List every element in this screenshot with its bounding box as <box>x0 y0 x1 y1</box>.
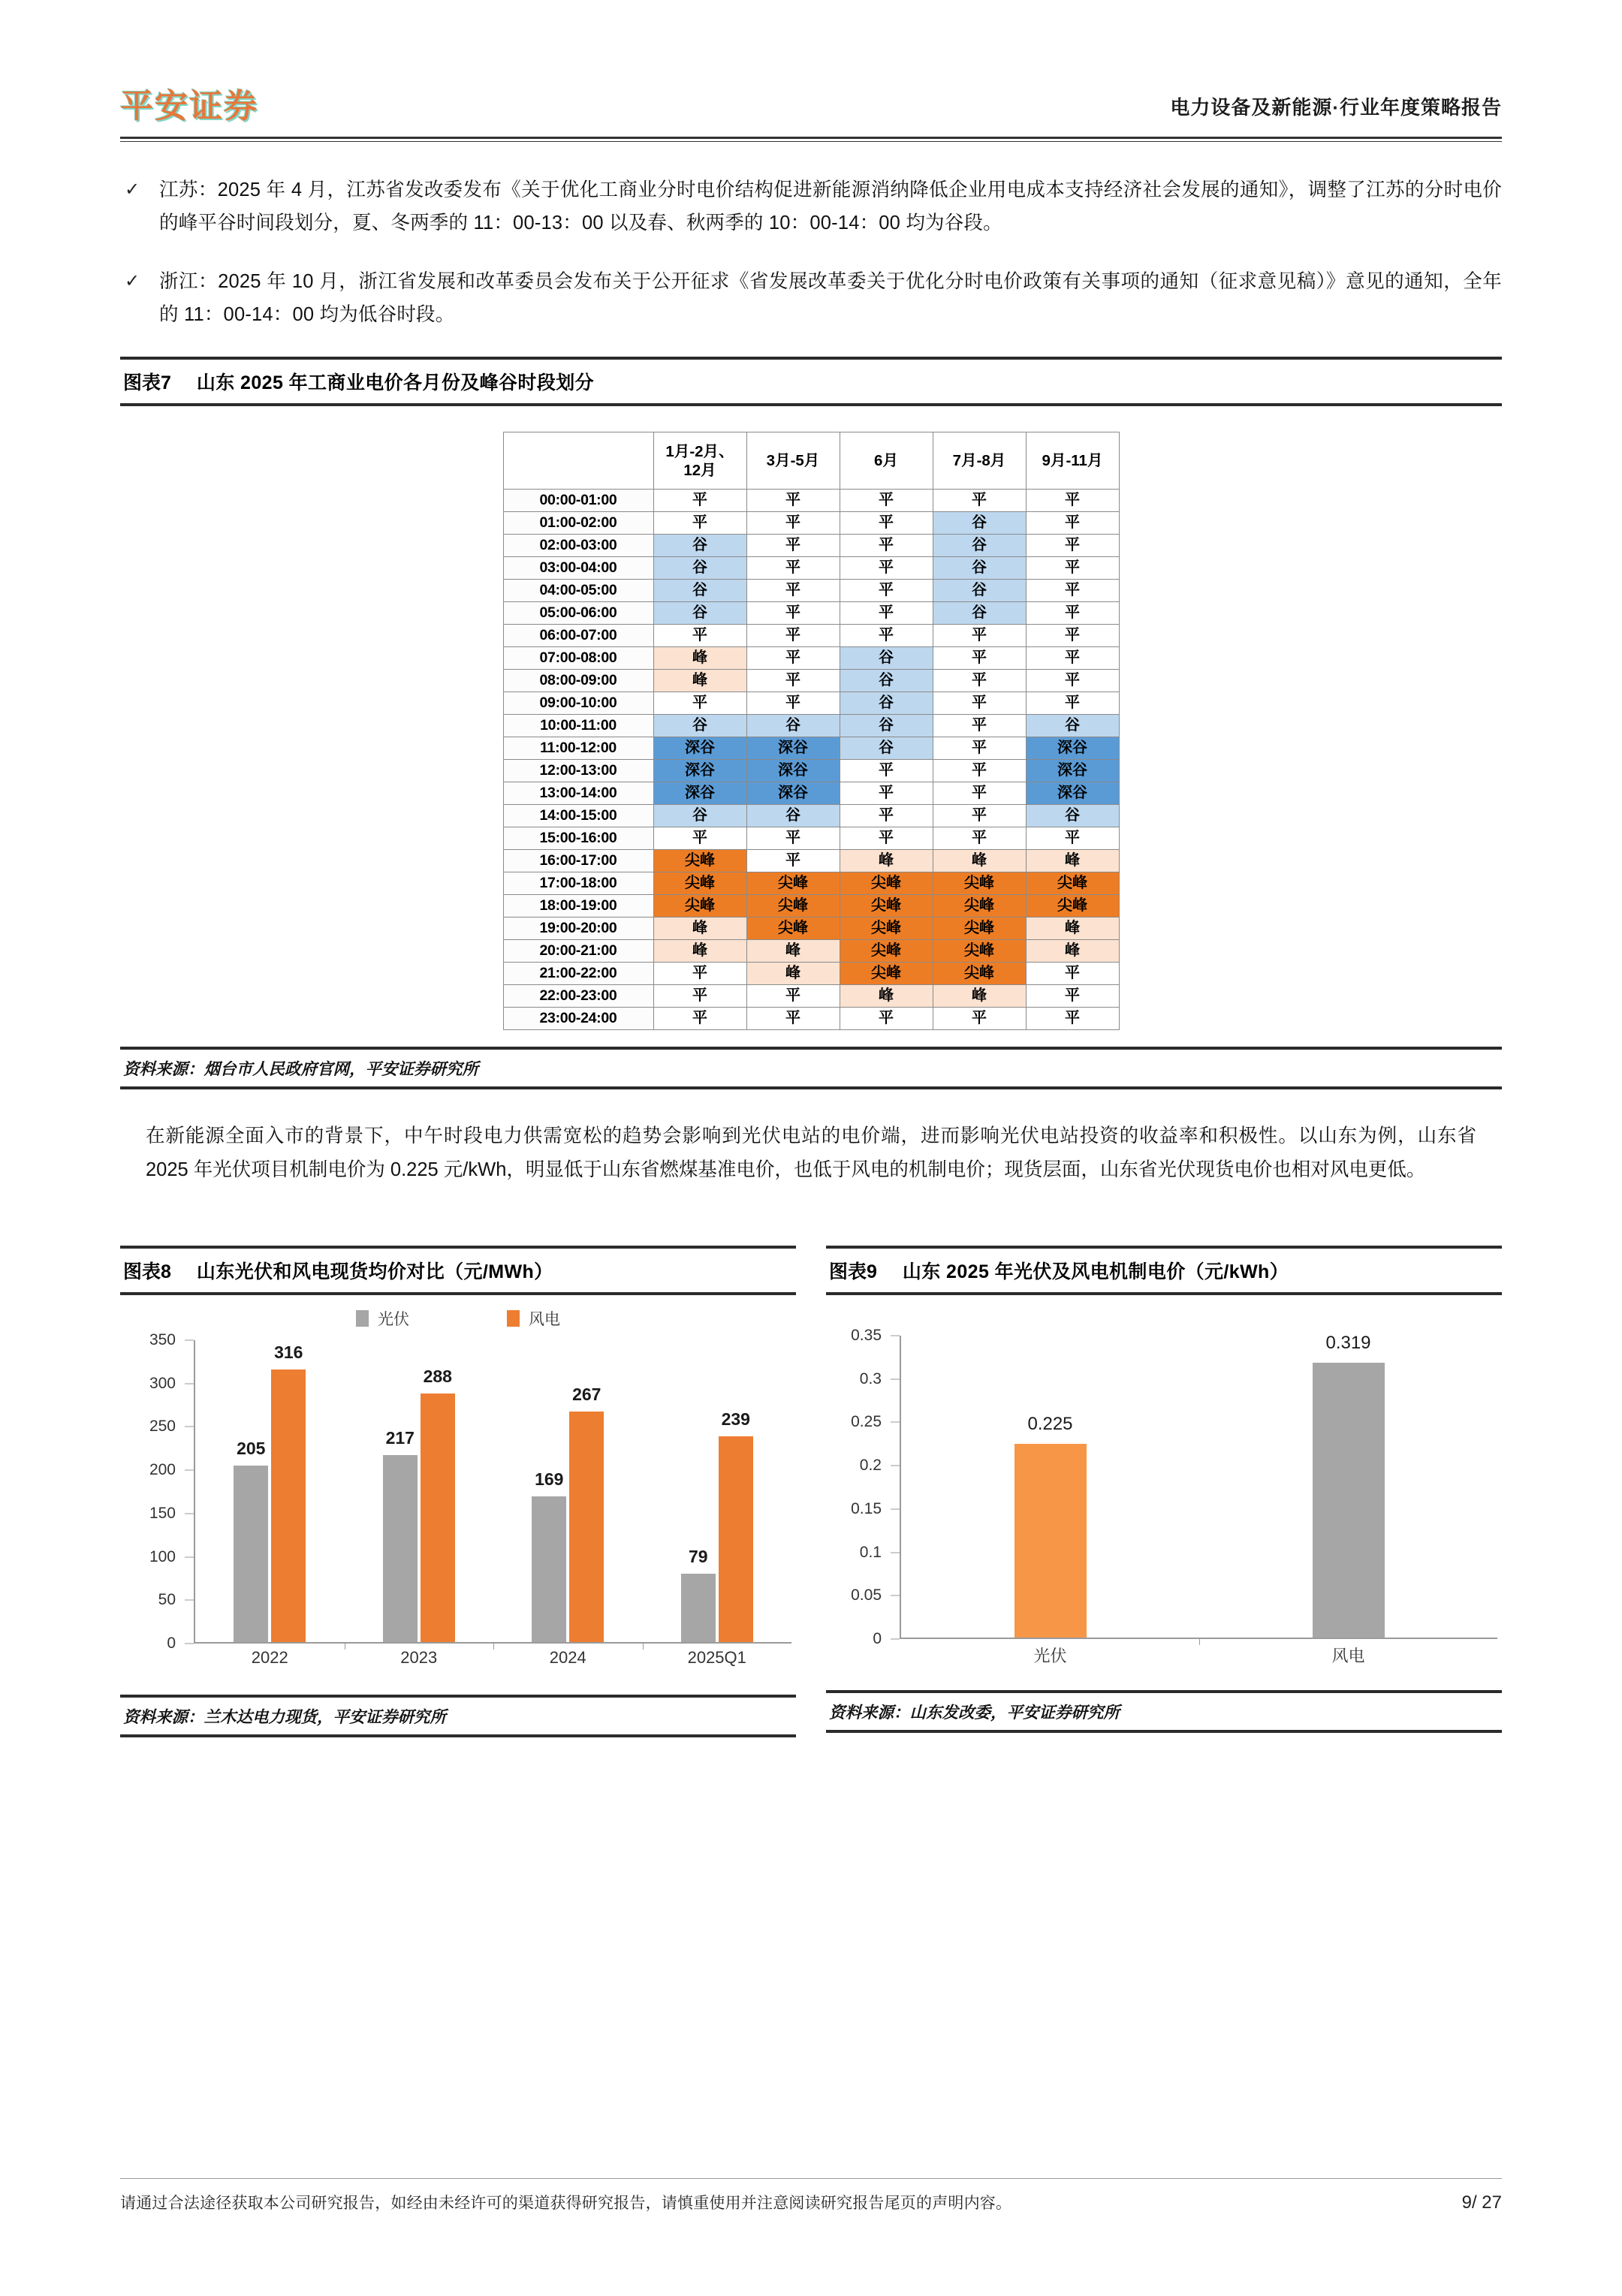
table-cell: 平 <box>1026 580 1119 602</box>
table-row <box>503 715 1119 737</box>
table-cell: 谷 <box>933 602 1026 625</box>
table-row-hour: 09:00-10:00 <box>503 692 653 715</box>
bar-wind <box>719 1409 753 1643</box>
table-cell: 平 <box>933 625 1026 647</box>
table-row <box>503 963 1119 985</box>
y-tick-mark <box>185 1470 194 1471</box>
x-tick-label: 2022 <box>251 1648 288 1667</box>
table-cell: 平 <box>933 490 1026 512</box>
table-cell: 深谷 <box>653 782 746 805</box>
table-cell: 平 <box>933 760 1026 782</box>
table-cell: 峰 <box>653 917 746 940</box>
table-cell: 谷 <box>653 602 746 625</box>
table-cell: 尖峰 <box>746 917 840 940</box>
table-cell: 尖峰 <box>840 872 933 895</box>
table-cell: 平 <box>746 827 840 850</box>
table-row <box>503 850 1119 872</box>
table-cell: 平 <box>840 782 933 805</box>
exhibit9-x-labels <box>901 1641 1497 1669</box>
bar-pv <box>383 1427 418 1642</box>
table-cell: 平 <box>746 580 840 602</box>
table-cell: 尖峰 <box>933 917 1026 940</box>
table-cell: 平 <box>746 670 840 692</box>
legend-label-pv: 光伏 <box>378 1311 409 1328</box>
footer-disclaimer: 请通过合法途径获取本公司研究报告，如经由未经许可的渠道获得研究报告，请慎重使用并注意阅读研究报告尾页的声明内容。 <box>120 2195 1012 2212</box>
table-cell: 平 <box>840 490 933 512</box>
exhibit9-source: 资料来源：山东发改委，平安证券研究所 <box>829 1704 1120 1722</box>
table-cell: 平 <box>933 827 1026 850</box>
table-cell: 平 <box>653 512 746 535</box>
legend-item-pv <box>356 1307 409 1330</box>
table-row-hour: 10:00-11:00 <box>503 715 653 737</box>
exhibit7-number: 图表7 <box>123 372 171 393</box>
table-cell: 平 <box>746 625 840 647</box>
table-cell: 平 <box>746 985 840 1008</box>
table-cell: 谷 <box>653 715 746 737</box>
y-tick-label: 50 <box>158 1591 176 1609</box>
table-cell: 谷 <box>840 692 933 715</box>
bar-value-label: 217 <box>385 1427 415 1448</box>
table-row <box>503 535 1119 557</box>
footer-divider <box>120 2178 1502 2179</box>
table-cell: 平 <box>933 737 1026 760</box>
exhibit9-x-axis-line <box>900 1638 1497 1639</box>
y-tick-label: 0.05 <box>851 1586 882 1604</box>
table-cell: 平 <box>653 985 746 1008</box>
y-tick-mark <box>185 1383 194 1384</box>
table-cell: 尖峰 <box>840 895 933 917</box>
y-tick-mark <box>891 1552 900 1553</box>
bar-group <box>643 1340 792 1642</box>
bar-value-label: 205 <box>237 1438 266 1458</box>
table-cell: 尖峰 <box>933 963 1026 985</box>
exhibit7-source: 资料来源：烟台市人民政府官网，平安证券研究所 <box>123 1060 479 1078</box>
table-row <box>503 490 1119 512</box>
table-row <box>503 737 1119 760</box>
table-row-hour: 08:00-09:00 <box>503 670 653 692</box>
table-cell: 平 <box>1026 963 1119 985</box>
table-cell: 平 <box>933 1008 1026 1030</box>
table-row <box>503 1008 1119 1030</box>
table-cell: 尖峰 <box>746 872 840 895</box>
table-cell: 平 <box>840 827 933 850</box>
y-tick-label: 0.15 <box>851 1499 882 1517</box>
table-cell: 峰 <box>653 647 746 670</box>
table-col-header: 9月-11月 <box>1026 432 1119 490</box>
table-row-hour: 12:00-13:00 <box>503 760 653 782</box>
exhibit9-number: 图表9 <box>829 1261 877 1282</box>
table-cell: 尖峰 <box>746 895 840 917</box>
table-row-hour: 07:00-08:00 <box>503 647 653 670</box>
report-series-title: 电力设备及新能源·行业年度策略报告 <box>1170 96 1502 119</box>
table-cell: 平 <box>1026 647 1119 670</box>
table-col-header: 7月-8月 <box>933 432 1026 490</box>
bar-value-label: 316 <box>274 1342 303 1363</box>
bar-pv <box>532 1469 566 1642</box>
table-cell: 深谷 <box>746 782 840 805</box>
y-tick-label: 0.1 <box>859 1543 882 1561</box>
table-row <box>503 827 1119 850</box>
x-tick-label: 风电 <box>1331 1647 1365 1665</box>
table-cell: 平 <box>933 692 1026 715</box>
table-cell: 深谷 <box>1026 782 1119 805</box>
table-header-row <box>503 432 1119 490</box>
bar-value-label: 169 <box>535 1469 564 1489</box>
page-footer <box>120 2178 1502 2213</box>
y-tick-label: 0.2 <box>859 1457 882 1475</box>
table-cell: 平 <box>1026 625 1119 647</box>
bullet-text-jiangsu: 江苏：2025 年 4 月，江苏省发改委发布《关于优化工商业分时电价结构促进新能源消纳降低企业用电成本支持经济社会发展的通知》，调整了江苏的分时电价的峰平谷时间段划分，夏、冬两季的 11：00-13：00 以及春、秋两季的 10：00-14：00 均为谷段。 <box>159 179 1502 234</box>
bar-value-label: 0.225 <box>1027 1413 1073 1434</box>
company-logo: 平安证券 <box>120 88 258 125</box>
table-cell: 谷 <box>840 670 933 692</box>
table-cell: 平 <box>653 490 746 512</box>
list-item <box>120 173 1502 240</box>
table-cell: 平 <box>933 805 1026 827</box>
table-cell: 深谷 <box>746 737 840 760</box>
table-cell: 平 <box>933 715 1026 737</box>
table-col-header: 6月 <box>840 432 933 490</box>
bar-group <box>901 1336 1199 1638</box>
table-cell: 峰 <box>746 963 840 985</box>
table-cell: 平 <box>746 602 840 625</box>
bar-pv <box>234 1438 268 1642</box>
table-row <box>503 647 1119 670</box>
table-row-hour: 14:00-15:00 <box>503 805 653 827</box>
bullet-text-zhejiang: 浙江：2025 年 10 月，浙江省发展和改革委员会发布关于公开征求《省发展改革委关于优化分时电价政策有关事项的通知（征求意见稿）》意见的通知，全年的 11：00-14：00 均为低谷时段。 <box>159 271 1502 325</box>
exhibit8-number: 图表8 <box>123 1261 171 1282</box>
legend-item-wind <box>507 1307 560 1330</box>
table-row-hour: 11:00-12:00 <box>503 737 653 760</box>
bar-pv <box>681 1547 716 1642</box>
table-cell: 平 <box>746 512 840 535</box>
table-cell: 峰 <box>840 850 933 872</box>
table-row-hour: 05:00-06:00 <box>503 602 653 625</box>
bar-value-label: 0.319 <box>1325 1332 1371 1353</box>
exhibit8-x-labels <box>195 1645 791 1674</box>
table-cell: 峰 <box>1026 917 1119 940</box>
exhibit7-title: 山东 2025 年工商业电价各月份及峰谷时段划分 <box>196 372 595 393</box>
table-row <box>503 557 1119 580</box>
table-cell: 谷 <box>840 715 933 737</box>
table-row-hour: 16:00-17:00 <box>503 850 653 872</box>
bar-group <box>345 1340 494 1642</box>
table-cell: 平 <box>1026 512 1119 535</box>
exhibit9-title: 山东 2025 年光伏及风电机制电价（元/kWh） <box>902 1261 1289 1282</box>
exhibit8-legend <box>120 1295 796 1333</box>
x-tick-label: 2025Q1 <box>687 1648 746 1667</box>
exhibit9-source-bar <box>826 1690 1502 1733</box>
exhibit8-x-axis-line <box>194 1642 791 1644</box>
exhibit8-title: 山东光伏和风电现货均价对比（元/MWh） <box>196 1261 553 1282</box>
y-tick-label: 0.3 <box>859 1369 882 1388</box>
table-cell: 平 <box>1026 557 1119 580</box>
exhibit7-caption <box>120 357 1502 406</box>
table-cell: 尖峰 <box>653 872 746 895</box>
table-cell: 谷 <box>933 512 1026 535</box>
bar-value-label: 288 <box>423 1366 452 1387</box>
table-row-hour: 13:00-14:00 <box>503 782 653 805</box>
bar-value-label: 267 <box>572 1385 601 1405</box>
x-tick-label: 2024 <box>549 1648 586 1667</box>
table-cell: 峰 <box>840 985 933 1008</box>
y-tick-label: 0.25 <box>851 1413 882 1431</box>
table-cell: 平 <box>840 1008 933 1030</box>
table-row-hour: 20:00-21:00 <box>503 940 653 963</box>
x-tick-label: 光伏 <box>1033 1647 1067 1665</box>
table-col-header: 1月-2月、12月 <box>653 432 746 490</box>
header-divider <box>120 137 1502 142</box>
table-cell: 尖峰 <box>1026 895 1119 917</box>
legend-swatch-pv <box>356 1310 369 1327</box>
table-cell: 平 <box>653 1008 746 1030</box>
exhibit9-column <box>826 1220 1502 1737</box>
list-item <box>120 265 1502 331</box>
table-cell: 平 <box>1026 985 1119 1008</box>
table-cell: 峰 <box>653 670 746 692</box>
y-tick-label: 250 <box>149 1418 176 1436</box>
table-row-hour: 17:00-18:00 <box>503 872 653 895</box>
table-cell: 平 <box>1026 535 1119 557</box>
table-cell: 尖峰 <box>933 940 1026 963</box>
table-row-hour: 06:00-07:00 <box>503 625 653 647</box>
exhibit8-source: 资料来源：兰木达电力现货，平安证券研究所 <box>123 1708 447 1726</box>
exhibit9-y-axis <box>826 1327 891 1647</box>
bar-wind <box>569 1385 604 1642</box>
table-cell: 平 <box>1026 670 1119 692</box>
exhibit8-bars <box>195 1340 791 1642</box>
page-number: 9/ 27 <box>1461 2192 1502 2213</box>
table-cell: 平 <box>1026 692 1119 715</box>
table-cell: 尖峰 <box>1026 872 1119 895</box>
exhibit7-table-wrap <box>120 432 1502 1030</box>
table-row <box>503 512 1119 535</box>
table-cell: 峰 <box>653 940 746 963</box>
bar-wind <box>1313 1332 1385 1638</box>
table-row-hour: 03:00-04:00 <box>503 557 653 580</box>
y-tick-label: 0 <box>873 1630 882 1647</box>
table-cell: 平 <box>840 602 933 625</box>
y-tick-label: 100 <box>149 1547 176 1565</box>
table-cell: 平 <box>653 625 746 647</box>
table-row <box>503 602 1119 625</box>
table-cell: 谷 <box>653 557 746 580</box>
check-icon: ✓ <box>125 271 140 291</box>
exhibit7-source-bar <box>120 1047 1502 1089</box>
y-tick-mark <box>185 1340 194 1341</box>
table-cell: 谷 <box>1026 805 1119 827</box>
table-row <box>503 805 1119 827</box>
table-cell: 谷 <box>653 805 746 827</box>
exhibit8-source-bar <box>120 1695 796 1737</box>
table-cell: 平 <box>840 557 933 580</box>
legend-label-wind: 风电 <box>529 1311 560 1328</box>
table-cell: 平 <box>746 1008 840 1030</box>
table-cell: 峰 <box>933 850 1026 872</box>
table-row <box>503 872 1119 895</box>
exhibit8-y-axis <box>120 1331 185 1652</box>
table-cell: 谷 <box>653 535 746 557</box>
y-tick-mark <box>891 1508 900 1509</box>
table-cell: 平 <box>933 782 1026 805</box>
body-paragraph: 在新能源全面入市的背景下，中午时段电力供需宽松的趋势会影响到光伏电站的电价端，进而影响光伏电站投资的收益率和积极性。以山东为例，山东省 2025 年光伏项目机制电价为 0.225 元/kWh，明显低于山东省燃煤基准电价，也低于风电的机制电价；现货层面，山东省光伏现货电价也相对风电更低。 <box>146 1125 1476 1180</box>
table-cell: 平 <box>1026 490 1119 512</box>
table-cell: 平 <box>1026 827 1119 850</box>
table-cell: 尖峰 <box>840 917 933 940</box>
y-tick-mark <box>891 1422 900 1423</box>
table-cell: 平 <box>840 580 933 602</box>
table-row-hour: 02:00-03:00 <box>503 535 653 557</box>
table-row <box>503 760 1119 782</box>
bar-value-label: 79 <box>688 1547 708 1567</box>
table-cell: 深谷 <box>746 760 840 782</box>
table-row <box>503 917 1119 940</box>
table-cell: 平 <box>746 647 840 670</box>
table-cell: 平 <box>840 625 933 647</box>
exhibit8-column <box>120 1220 796 1737</box>
table-corner-cell <box>503 432 653 490</box>
table-cell: 平 <box>933 647 1026 670</box>
table-row-hour: 15:00-16:00 <box>503 827 653 850</box>
table-cell: 尖峰 <box>933 872 1026 895</box>
table-cell: 平 <box>746 490 840 512</box>
table-cell: 平 <box>746 535 840 557</box>
table-cell: 深谷 <box>653 737 746 760</box>
table-cell: 平 <box>653 692 746 715</box>
bar-value-label: 239 <box>721 1409 750 1429</box>
table-row <box>503 580 1119 602</box>
table-row <box>503 895 1119 917</box>
exhibit8-caption <box>120 1246 796 1295</box>
table-row-hour: 22:00-23:00 <box>503 985 653 1008</box>
table-cell: 谷 <box>746 805 840 827</box>
charts-row <box>120 1220 1502 1737</box>
table-cell: 平 <box>1026 602 1119 625</box>
y-tick-label: 350 <box>149 1331 176 1348</box>
table-cell: 平 <box>653 963 746 985</box>
exhibit9-plot <box>826 1327 1502 1674</box>
table-cell: 谷 <box>840 647 933 670</box>
table-cell: 平 <box>933 670 1026 692</box>
page-header <box>120 0 1502 128</box>
table-cell: 尖峰 <box>840 940 933 963</box>
table-cell: 谷 <box>933 580 1026 602</box>
table-row-hour: 01:00-02:00 <box>503 512 653 535</box>
table-cell: 尖峰 <box>653 850 746 872</box>
table-row <box>503 782 1119 805</box>
table-cell: 平 <box>840 760 933 782</box>
table-cell: 谷 <box>653 580 746 602</box>
table-cell: 谷 <box>1026 715 1119 737</box>
table-cell: 平 <box>746 557 840 580</box>
bar-group <box>493 1340 643 1642</box>
exhibit8-plot <box>120 1331 796 1678</box>
y-tick-label: 0 <box>167 1635 176 1652</box>
bar-group <box>1199 1332 1497 1638</box>
y-tick-mark <box>185 1513 194 1514</box>
table-cell: 尖峰 <box>653 895 746 917</box>
table-row <box>503 692 1119 715</box>
bar-wind <box>421 1366 455 1642</box>
table-cell: 谷 <box>840 737 933 760</box>
table-cell: 峰 <box>1026 850 1119 872</box>
table-row-hour: 18:00-19:00 <box>503 895 653 917</box>
bullet-list <box>120 173 1502 331</box>
table-row <box>503 940 1119 963</box>
table-row-hour: 04:00-05:00 <box>503 580 653 602</box>
table-cell: 平 <box>653 827 746 850</box>
y-tick-label: 150 <box>149 1504 176 1522</box>
table-row-hour: 23:00-24:00 <box>503 1008 653 1030</box>
table-cell: 平 <box>840 512 933 535</box>
table-cell: 平 <box>840 805 933 827</box>
table-cell: 尖峰 <box>840 963 933 985</box>
peak-valley-table <box>503 432 1120 1030</box>
table-cell: 平 <box>1026 1008 1119 1030</box>
table-cell: 深谷 <box>1026 737 1119 760</box>
table-col-header: 3月-5月 <box>746 432 840 490</box>
table-body <box>503 490 1119 1030</box>
table-cell: 峰 <box>1026 940 1119 963</box>
table-cell: 峰 <box>746 940 840 963</box>
table-row-hour: 21:00-22:00 <box>503 963 653 985</box>
y-tick-mark <box>185 1600 194 1601</box>
table-cell: 尖峰 <box>933 895 1026 917</box>
bar-group <box>195 1340 345 1642</box>
table-cell: 平 <box>746 692 840 715</box>
table-cell: 谷 <box>933 535 1026 557</box>
table-row-hour: 00:00-01:00 <box>503 490 653 512</box>
y-tick-label: 300 <box>149 1374 176 1392</box>
check-icon: ✓ <box>125 179 140 200</box>
table-cell: 谷 <box>933 557 1026 580</box>
bar-pv <box>1015 1413 1087 1638</box>
legend-swatch-wind <box>507 1310 520 1327</box>
y-tick-label: 0.35 <box>851 1327 882 1344</box>
y-tick-mark <box>185 1556 194 1557</box>
table-cell: 平 <box>840 535 933 557</box>
table-row <box>503 670 1119 692</box>
table-cell: 峰 <box>933 985 1026 1008</box>
table-cell: 平 <box>746 850 840 872</box>
table-row <box>503 625 1119 647</box>
x-tick-label: 2023 <box>400 1648 438 1667</box>
exhibit9-bars <box>901 1332 1497 1638</box>
table-cell: 深谷 <box>1026 760 1119 782</box>
bar-wind <box>271 1342 306 1642</box>
y-tick-mark <box>891 1595 900 1596</box>
exhibit9-caption <box>826 1246 1502 1295</box>
table-cell: 深谷 <box>653 760 746 782</box>
table-row-hour: 19:00-20:00 <box>503 917 653 940</box>
y-tick-mark <box>891 1639 900 1640</box>
table-row <box>503 985 1119 1008</box>
table-cell: 谷 <box>746 715 840 737</box>
y-tick-label: 200 <box>149 1461 176 1479</box>
